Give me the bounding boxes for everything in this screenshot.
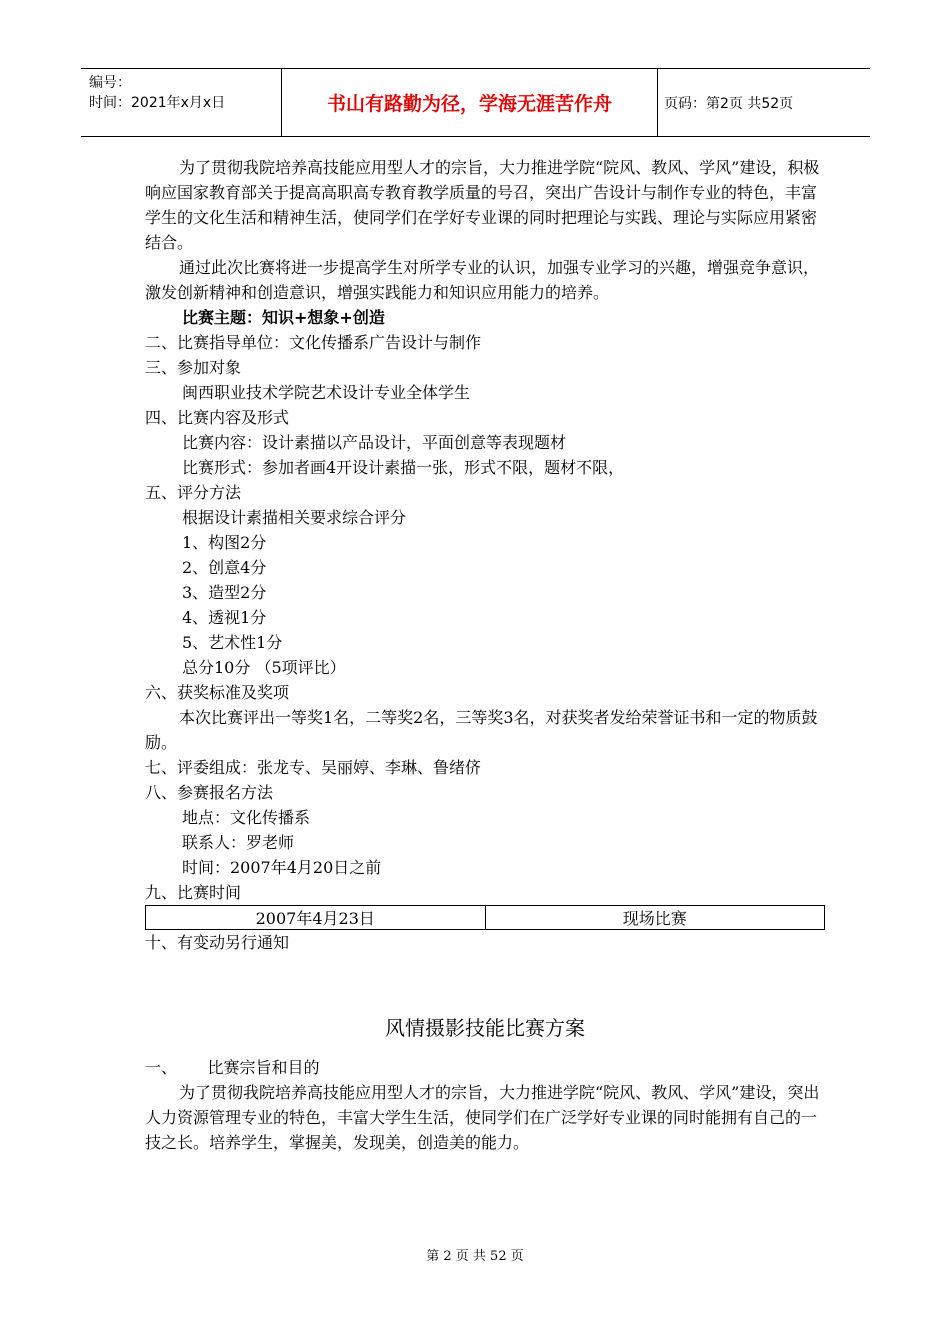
scoring-item: 1、构图2分 — [182, 533, 267, 552]
page-footer: 第 2 页 共 52 页 — [426, 1249, 524, 1264]
part2-section-1-heading: 一、 比赛宗旨和目的 — [145, 1058, 320, 1077]
schedule-type: 现场比赛 — [485, 906, 825, 930]
scoring-item: 2、创意4分 — [182, 558, 267, 577]
section-3-detail: 闽西职业技术学院艺术设计专业全体学生 — [182, 383, 471, 402]
section-5-intro: 根据设计素描相关要求综合评分 — [182, 508, 407, 527]
scoring-item: 5、艺术性1分 — [182, 633, 283, 652]
document-body — [145, 155, 825, 1155]
section-8-contact: 联系人：罗老师 — [182, 833, 295, 852]
section-7-heading: 七、评委组成：张龙专、吴丽婷、李琳、鲁绪侪 — [145, 758, 482, 777]
section-6-detail: 本次比赛评出一等奖1名，二等奖2名，三等奖3名，对获奖者发给荣誉证书和一定的物质鼓励。 — [145, 708, 818, 752]
page-header — [81, 68, 870, 137]
section-4-form: 比赛形式：参加者画4开设计素描一张，形式不限，题材不限， — [182, 458, 625, 477]
schedule-date: 2007年4月23日 — [146, 906, 486, 930]
section-8-heading: 八、参赛报名方法 — [145, 783, 274, 802]
section-8-time: 时间：2007年4月20日之前 — [182, 858, 382, 877]
section-6-heading: 六、获奖标准及奖项 — [145, 683, 290, 702]
section-4-content: 比赛内容：设计素描以产品设计，平面创意等表现题材 — [182, 433, 567, 452]
second-plan-title: 风情摄影技能比赛方案 — [385, 1016, 585, 1040]
competition-theme: 比赛主题：知识+想象+创造 — [182, 308, 385, 327]
time-label: 时间：2021年x月x日 — [89, 95, 226, 111]
number-label: 编号： — [89, 75, 131, 91]
schedule-table — [145, 905, 825, 930]
section-8-place: 地点：文化传播系 — [182, 808, 311, 827]
section-9-heading: 九、比赛时间 — [145, 883, 242, 902]
table-row — [146, 906, 825, 930]
intro-paragraph-1: 为了贯彻我院培养高技能应用型人才的宗旨，大力推进学院“院风、教风、学风”建设，积极响应国家教育部关于提高高职高专教育教学质量的号召，突出广告设计与制作专业的特色，丰富学生的文化生活和精神生活，使同学们在学好专业课的同时把理论与实践、理论与实际应用紧密结合。 — [145, 158, 820, 252]
section-5-heading: 五、评分方法 — [145, 483, 242, 502]
scoring-total: 总分10分 （5项评比） — [182, 658, 346, 677]
section-4-heading: 四、比赛内容及形式 — [145, 408, 290, 427]
section-10-heading: 十、有变动另行通知 — [145, 933, 290, 952]
scoring-item: 4、透视1分 — [182, 608, 267, 627]
header-motto: 书山有路勤为径，学海无涯苦作舟 — [282, 69, 658, 136]
section-2-heading: 二、比赛指导单位：文化传播系广告设计与制作 — [145, 333, 482, 352]
header-page-info: 页码：第2页 共52页 — [664, 95, 794, 112]
scoring-item: 3、造型2分 — [182, 583, 267, 602]
part2-paragraph-1: 为了贯彻我院培养高技能应用型人才的宗旨，大力推进学院“院风、教风、学风”建设，突出人力资源管理专业的特色，丰富大学生生活，使同学们在广泛学好专业课的同时能拥有自己的一技之长。培养学生，掌握美，发现美，创造美的能力。 — [145, 1083, 820, 1152]
header-meta — [81, 69, 282, 136]
intro-paragraph-2: 通过此次比赛将进一步提高学生对所学专业的认识，加强专业学习的兴趣，增强竞争意识，激发创新精神和创造意识，增强实践能力和知识应用能力的培养。 — [145, 258, 820, 302]
section-3-heading: 三、参加对象 — [145, 358, 242, 377]
